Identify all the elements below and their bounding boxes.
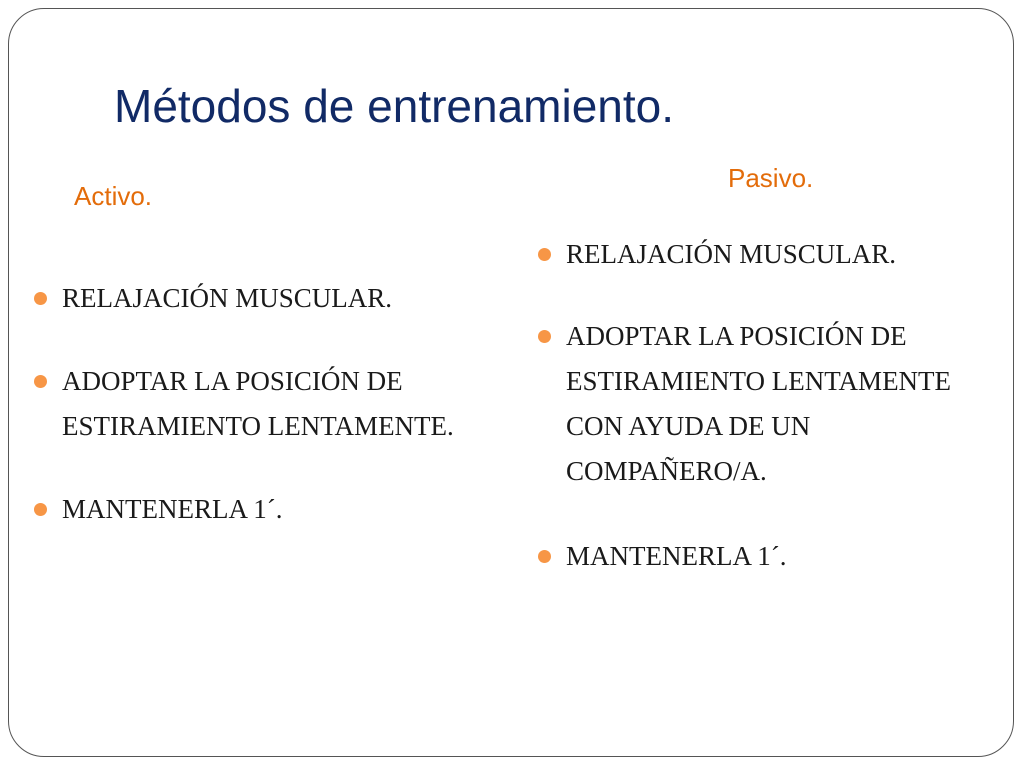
pasivo-list (538, 232, 998, 619)
activo-list (34, 276, 494, 570)
list-item (34, 487, 494, 532)
bullet-dot-icon (538, 330, 551, 343)
bullet-dot-icon (34, 375, 47, 388)
list-item (34, 359, 494, 449)
list-item-text: MANTENERLA 1´. (62, 494, 283, 524)
list-item-text: ADOPTAR LA POSICIÓN DE ESTIRAMIENTO LENTAMENTE CON AYUDA DE UN COMPAÑERO/A. (566, 321, 952, 486)
heading-activo: Activo. (74, 181, 153, 211)
list-item-text: RELAJACIÓN MUSCULAR. (566, 239, 897, 269)
list-item (538, 534, 998, 579)
slide-title: Métodos de entrenamiento. (114, 80, 675, 132)
list-item-text: ADOPTAR LA POSICIÓN DE ESTIRAMIENTO LENTAMENTE. (62, 366, 454, 441)
list-item (538, 314, 998, 494)
bullet-dot-icon (34, 503, 47, 516)
list-item (538, 232, 998, 277)
bullet-dot-icon (538, 248, 551, 261)
list-item-text: MANTENERLA 1´. (566, 541, 787, 571)
bullet-dot-icon (34, 292, 47, 305)
heading-pasivo: Pasivo. (728, 163, 814, 193)
list-item-text: RELAJACIÓN MUSCULAR. (62, 283, 393, 313)
list-item (34, 276, 494, 321)
bullet-dot-icon (538, 550, 551, 563)
